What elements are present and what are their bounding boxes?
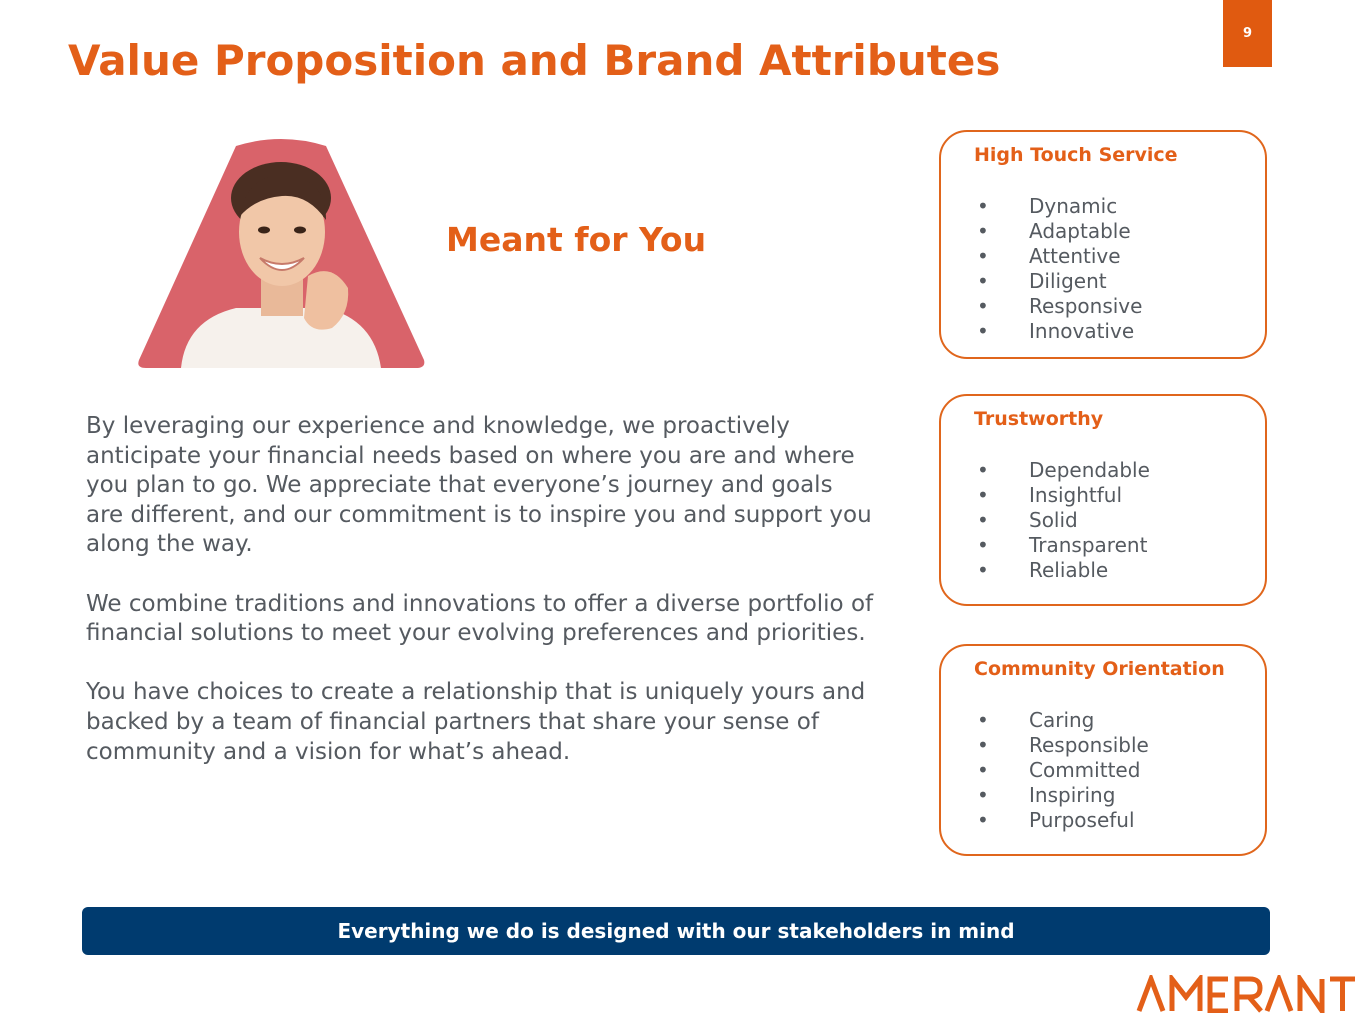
list-item (977, 244, 1142, 269)
body-text (86, 412, 876, 797)
hero-portrait-image (136, 138, 426, 368)
list-item-label: Committed (1029, 758, 1141, 782)
bullet-icon: • (977, 783, 989, 807)
bullet-icon: • (977, 294, 989, 318)
list-item (977, 708, 1149, 733)
bullet-icon: • (977, 244, 989, 268)
bullet-icon: • (977, 508, 989, 532)
list-item-label: Caring (1029, 708, 1095, 732)
body-paragraph: By leveraging our experience and knowledge, we proactively anticipate your financial needs based on where you are and where you plan to go. We appreciate that everyone’s journey and goals are different, and our commitment is to inspire you and support you along the way. (86, 413, 872, 558)
list-item-label: Solid (1029, 508, 1078, 532)
list-item (977, 194, 1142, 219)
list-item (977, 458, 1150, 483)
list-item-label: Transparent (1029, 533, 1148, 557)
list-item-label: Dependable (1029, 458, 1150, 482)
bullet-icon: • (977, 808, 989, 832)
bullet-icon: • (977, 758, 989, 782)
bullet-icon: • (977, 269, 989, 293)
list-item-label: Diligent (1029, 269, 1107, 293)
list-item-label: Attentive (1029, 244, 1121, 268)
list-item-label: Reliable (1029, 558, 1109, 582)
list-item (977, 219, 1142, 244)
bullet-icon: • (977, 219, 989, 243)
list-item-label: Dynamic (1029, 194, 1118, 218)
footer-banner (82, 907, 1270, 955)
list-item-label: Adaptable (1029, 219, 1131, 243)
list-item-label: Responsible (1029, 733, 1149, 757)
attribute-card-community (939, 644, 1267, 856)
bullet-icon: • (977, 708, 989, 732)
list-item (977, 558, 1150, 583)
card-title: Trustworthy (974, 408, 1104, 430)
page-number-badge: 9 (1223, 0, 1272, 67)
bullet-icon: • (977, 458, 989, 482)
bullet-icon: • (977, 733, 989, 757)
body-paragraph: We combine traditions and innovations to offer a diverse portfolio of financial solutions to meet your evolving preferences and priorities. (86, 590, 874, 647)
attribute-list (977, 458, 1150, 583)
list-item (977, 533, 1150, 558)
list-item (977, 733, 1149, 758)
bullet-icon: • (977, 533, 989, 557)
amerant-logo (1136, 975, 1358, 1013)
list-item (977, 808, 1149, 833)
list-item (977, 269, 1142, 294)
tagline: Meant for You (446, 220, 707, 259)
body-paragraph: You have choices to create a relationship that is uniquely yours and backed by a team of financial partners that share your sense of community and a vision for what’s ahead. (86, 679, 866, 765)
bullet-icon: • (977, 319, 989, 343)
list-item (977, 483, 1150, 508)
list-item (977, 508, 1150, 533)
list-item-label: Inspiring (1029, 783, 1116, 807)
footer-banner-text: Everything we do is designed with our stakeholders in mind (337, 919, 1015, 943)
bullet-icon: • (977, 558, 989, 582)
list-item (977, 294, 1142, 319)
list-item-label: Innovative (1029, 319, 1135, 343)
list-item-label: Responsive (1029, 294, 1143, 318)
card-title: Community Orientation (974, 658, 1225, 680)
card-title: High Touch Service (974, 144, 1178, 166)
list-item (977, 319, 1142, 344)
list-item-label: Insightful (1029, 483, 1123, 507)
list-item (977, 783, 1149, 808)
list-item-label: Purposeful (1029, 808, 1135, 832)
attribute-list (977, 708, 1149, 833)
bullet-icon: • (977, 483, 989, 507)
attribute-card-trustworthy (939, 394, 1267, 606)
list-item (977, 758, 1149, 783)
attribute-card-high-touch (939, 130, 1267, 359)
attribute-list (977, 194, 1142, 344)
page-title: Value Proposition and Brand Attributes (68, 36, 1001, 85)
bullet-icon: • (977, 194, 989, 218)
